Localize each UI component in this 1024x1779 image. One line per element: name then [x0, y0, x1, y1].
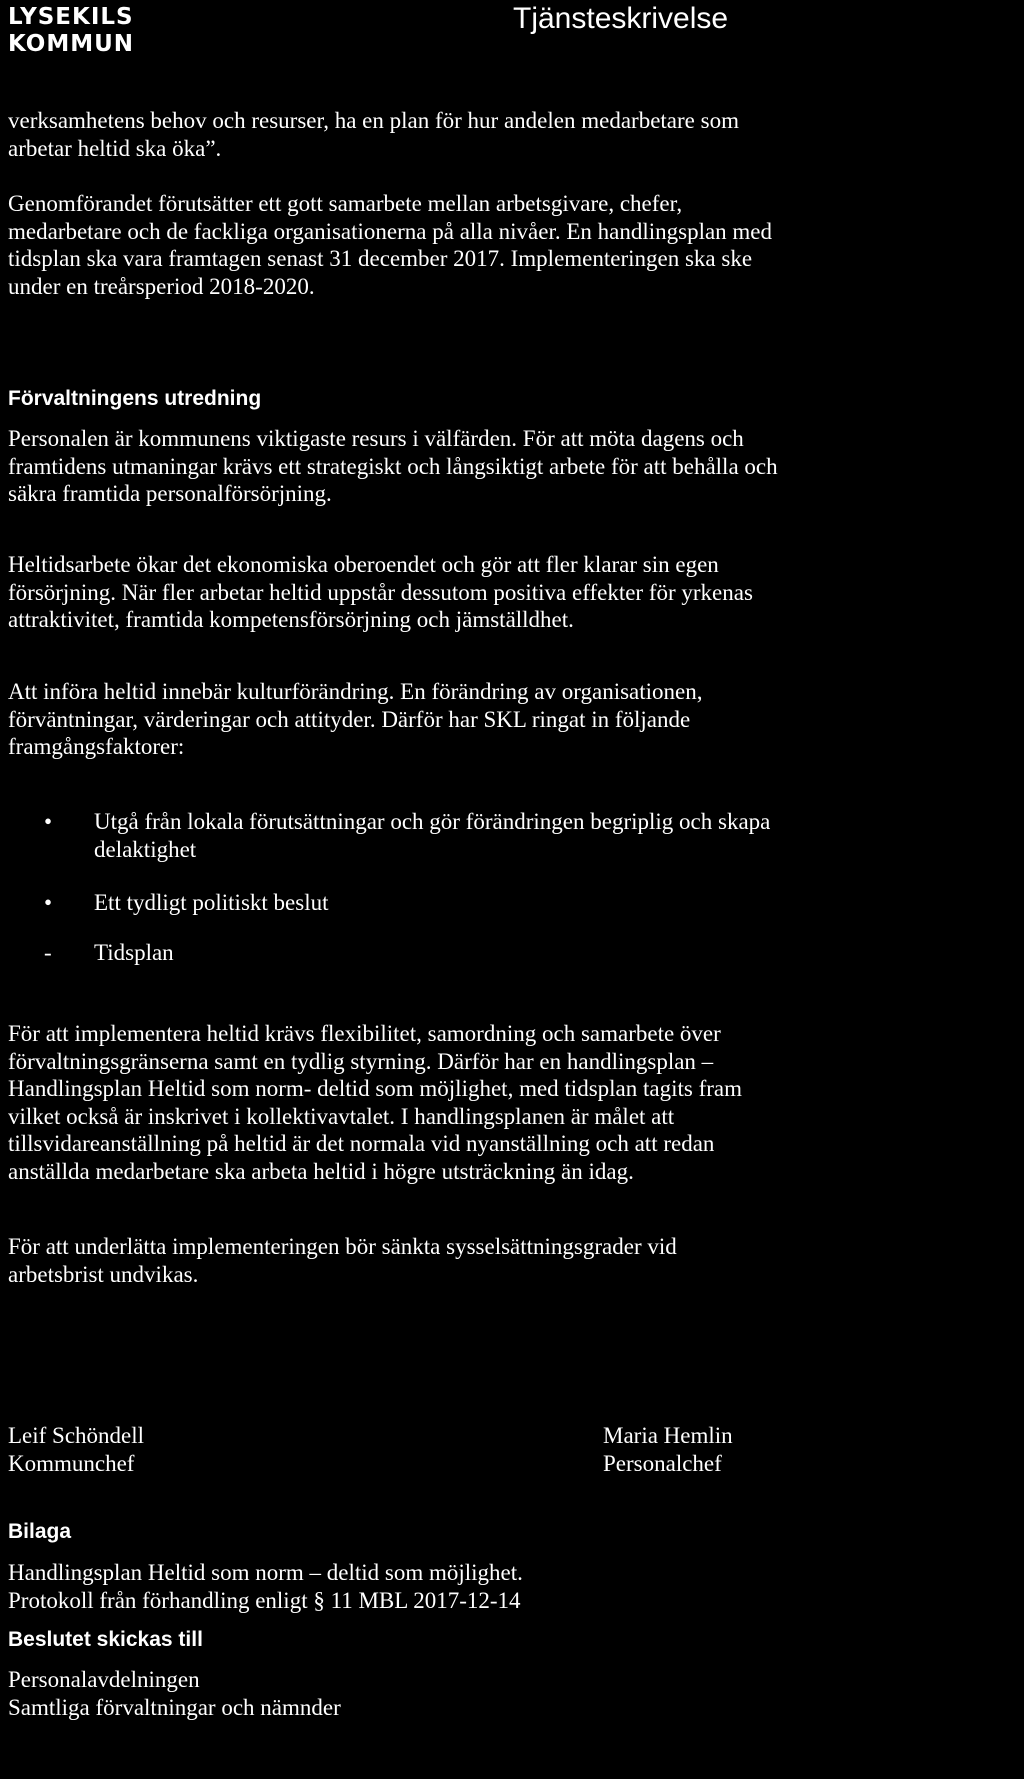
utredning-paragraph-2 — [8, 551, 753, 634]
text-line: säkra framtida personalförsörjning. — [8, 481, 332, 506]
text-line: arbetar heltid ska öka”. — [8, 135, 222, 161]
text-line: Att införa heltid innebär kulturförändring. En förändring av organisationen, — [8, 679, 703, 704]
text-line: För att implementera heltid krävs flexibilitet, samordning och samarbete över — [8, 1021, 721, 1046]
list-item: Tidsplan — [94, 940, 174, 965]
text-line: verksamhetens behov och resurser, ha en plan för hur andelen medarbetare som — [8, 108, 739, 133]
signature-left — [8, 1422, 144, 1477]
text-line: attraktivitet, framtida kompetensförsörjning och jämställdhet. — [8, 607, 574, 632]
list-item: Ett tydligt politiskt beslut — [94, 890, 329, 915]
text-line: framtidens utmaningar krävs ett strategiskt och långsiktigt arbete för att behålla och — [8, 453, 778, 479]
signatory-title: Kommunchef — [8, 1450, 135, 1476]
intro-paragraph-2 — [8, 190, 772, 300]
text-line: Genomförandet förutsätter ett gott samarbete mellan arbetsgivare, chefer, — [8, 191, 683, 216]
intro-paragraph-1 — [8, 107, 739, 162]
utredning-paragraph-4 — [8, 1020, 742, 1185]
text-line: arbetsbrist undvikas. — [8, 1261, 199, 1287]
text-line: tillsvidareanställning på heltid är det normala vid nyanställning och att redan — [8, 1131, 715, 1156]
list-item — [94, 808, 770, 863]
text-line: försörjning. När fler arbetar heltid uppstår dessutom positiva effekter för yrkenas — [8, 579, 753, 605]
text-line: Heltidsarbete ökar det ekonomiska oberoendet och gör att fler klarar sin egen — [8, 552, 719, 577]
text-line: anställda medarbetare ska arbeta heltid i högre utsträckning än idag. — [8, 1158, 634, 1184]
section-heading-bilaga: Bilaga — [8, 1520, 72, 1543]
logo-line-2: KOMMUN — [8, 31, 135, 57]
signature-right — [603, 1422, 733, 1477]
text-line: medarbetare och de fackliga organisationerna på alla nivåer. En handlingsplan med — [8, 218, 773, 244]
signatory-name: Maria Hemlin — [603, 1423, 733, 1448]
attachment-item: Handlingsplan Heltid som norm – deltid som möjlighet. — [8, 1560, 523, 1585]
section-heading-skickas: Beslutet skickas till — [8, 1628, 203, 1651]
utredning-paragraph-5 — [8, 1233, 677, 1288]
text-line: Personalen är kommunens viktigaste resurs i välfärden. För att möta dagens och — [8, 426, 744, 451]
text-line: Handlingsplan Heltid som norm- deltid som möjlighet, med tidsplan tagits fram — [8, 1076, 742, 1101]
bullet-symbol: • — [44, 809, 53, 834]
text-line: Utgå från lokala förutsättningar och gör förändringen begriplig och skapa — [94, 809, 771, 834]
text-line: förvaltningsgränserna samt en tydlig styrning. Därför har en handlingsplan – — [8, 1048, 714, 1074]
document-type: Tjänsteskrivelse — [513, 2, 729, 35]
signatory-name: Leif Schöndell — [8, 1423, 145, 1448]
text-line: under en treårsperiod 2018-2020. — [8, 273, 315, 299]
section-heading-utredning: Förvaltningens utredning — [8, 387, 262, 410]
bullet-symbol: • — [44, 890, 53, 915]
text-line: framgångsfaktorer: — [8, 734, 185, 759]
recipient-list — [8, 1666, 341, 1721]
text-line: För att underlätta implementeringen bör sänkta sysselsättningsgrader vid — [8, 1234, 677, 1259]
bullet-symbol: - — [44, 940, 52, 965]
attachment-item: Protokoll från förhandling enligt § 11 MBL 2017-12-14 — [8, 1587, 521, 1613]
text-line: delaktighet — [94, 836, 197, 862]
logo-line-1: LYSEKILS — [8, 4, 134, 30]
utredning-paragraph-1 — [8, 425, 778, 508]
text-line: tidsplan ska vara framtagen senast 31 december 2017. Implementeringen ska ske — [8, 246, 753, 271]
text-line: förväntningar, värderingar och attityder. Därför har SKL ringat in följande — [8, 706, 691, 732]
bilaga-list — [8, 1559, 523, 1614]
logo — [8, 4, 134, 58]
recipient-item: Samtliga förvaltningar och nämnder — [8, 1694, 341, 1720]
utredning-paragraph-3 — [8, 678, 703, 761]
signatory-title: Personalchef — [603, 1450, 722, 1476]
recipient-item: Personalavdelningen — [8, 1667, 200, 1692]
text-line: vilket också är inskrivet i kollektivavtalet. I handlingsplanen är målet att — [8, 1103, 675, 1129]
